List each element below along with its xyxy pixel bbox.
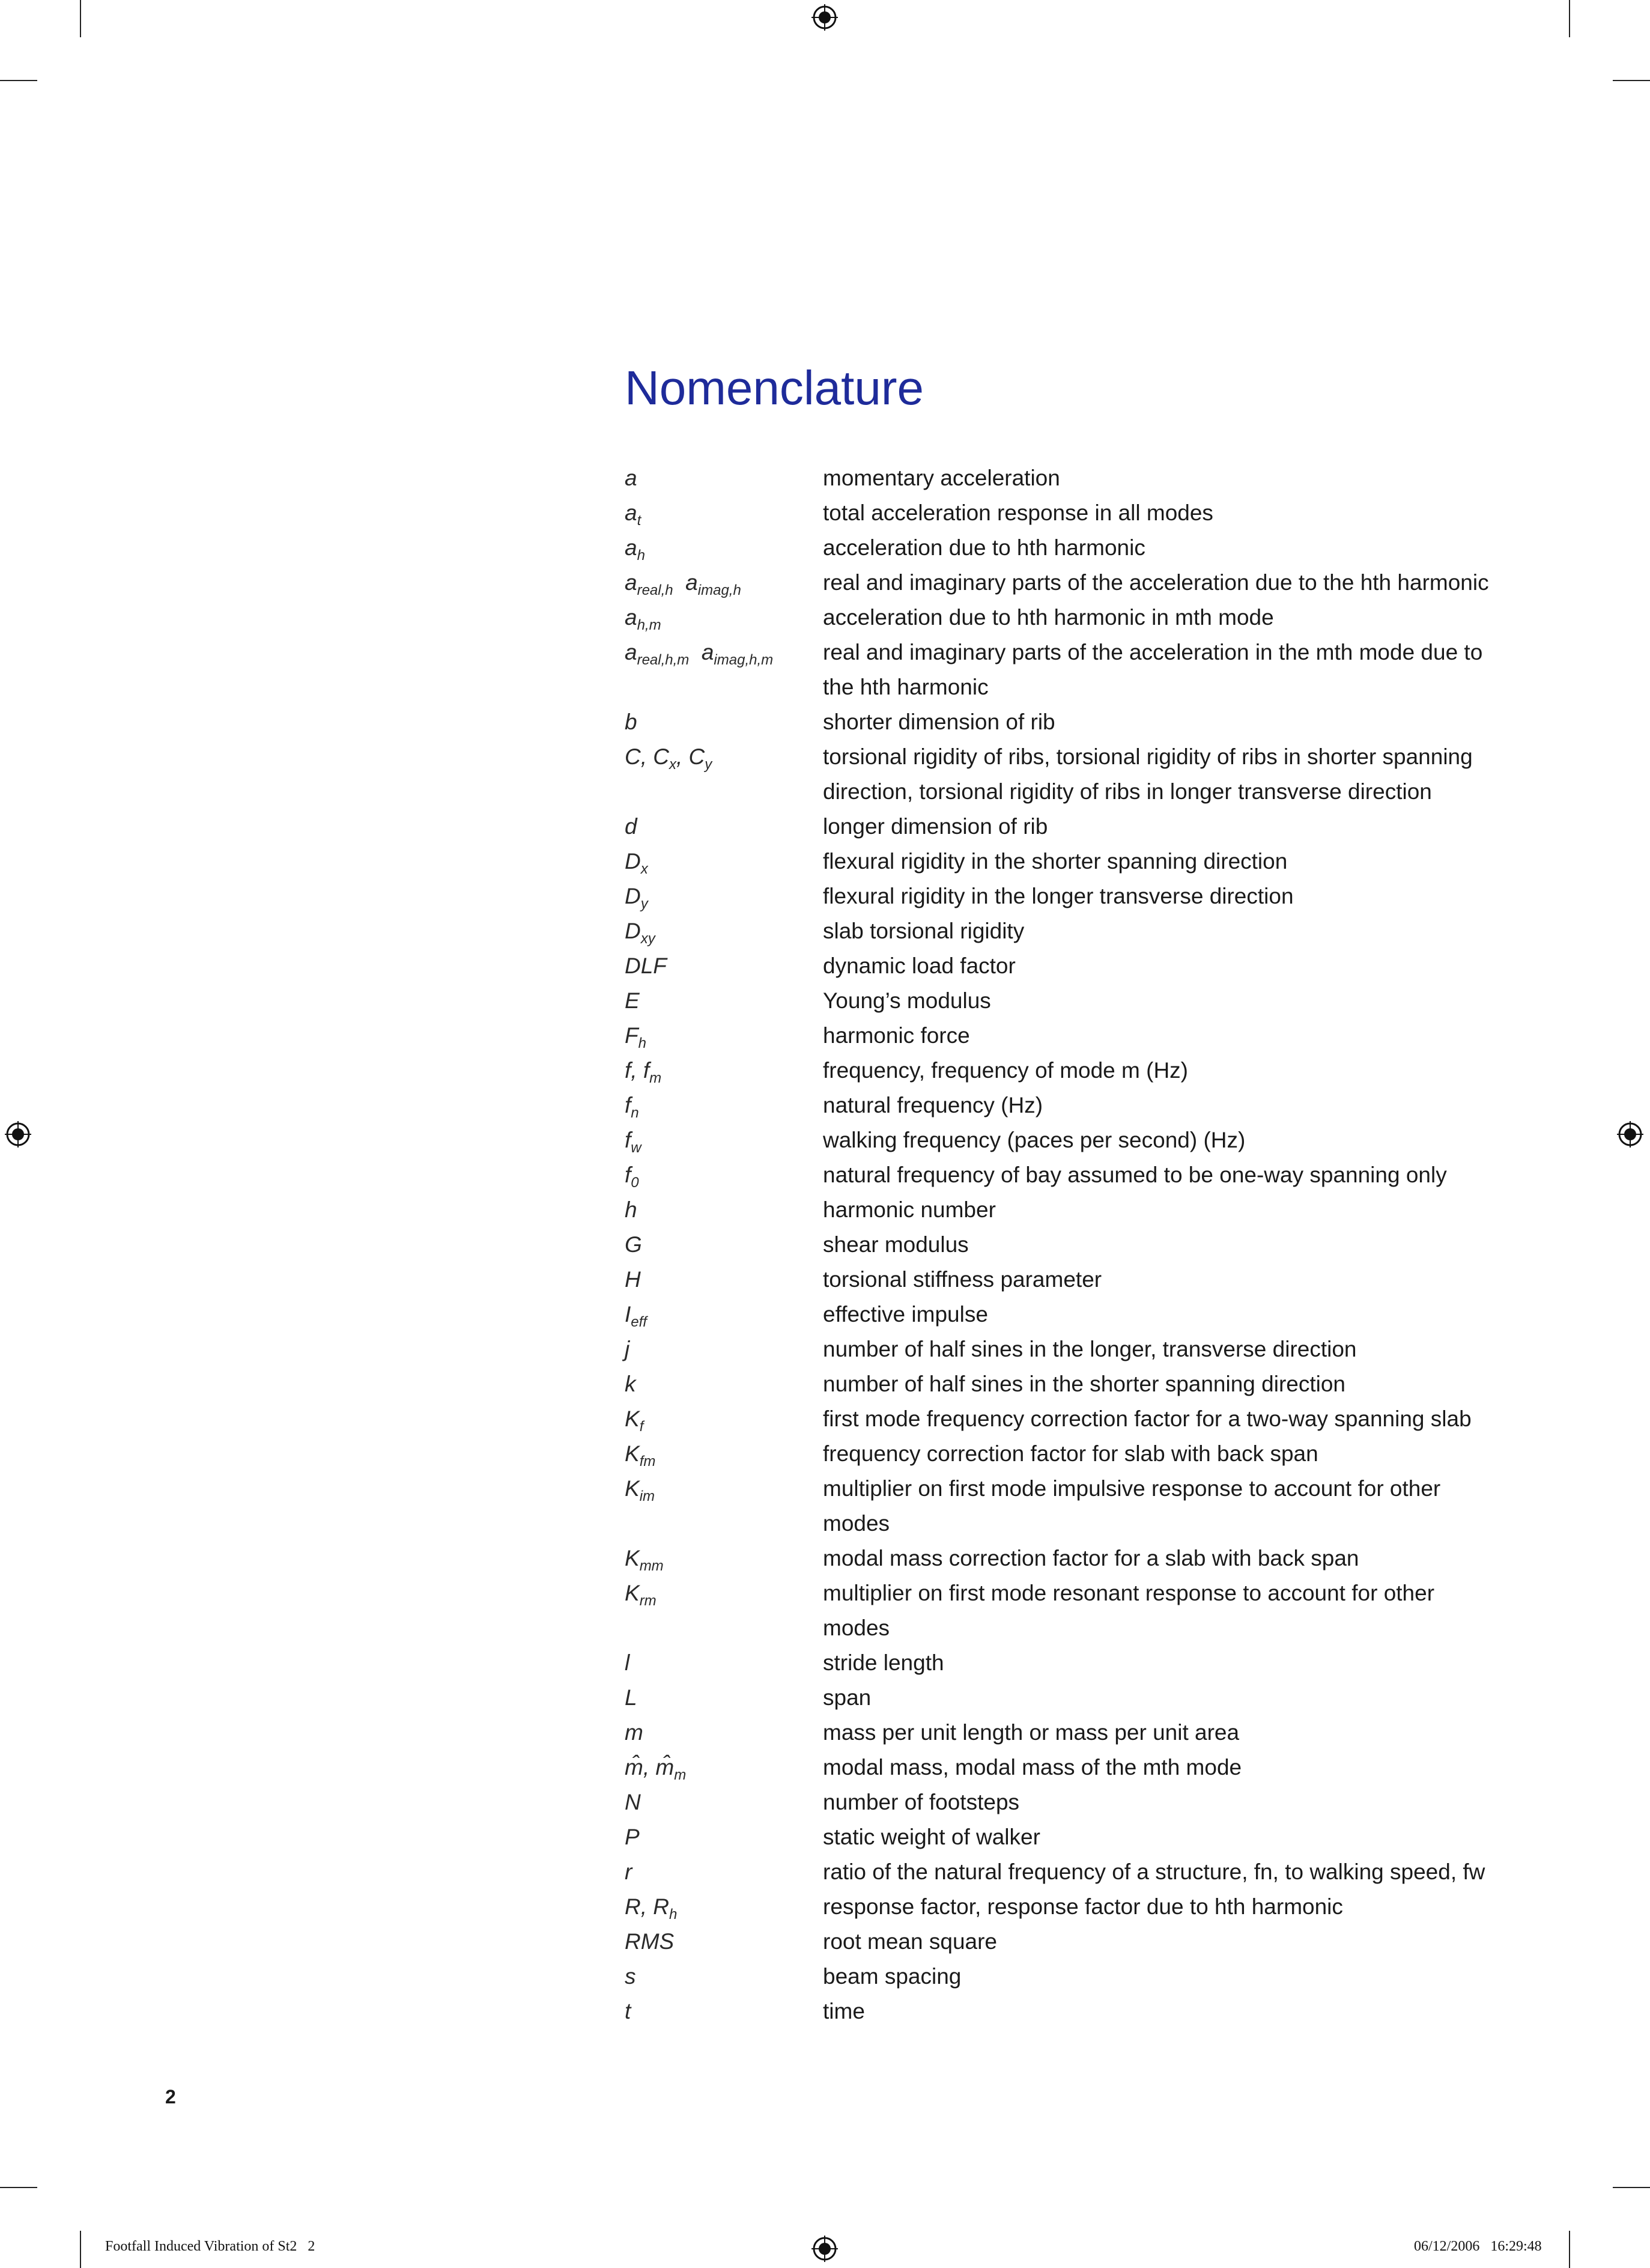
nomenclature-symbol: E <box>625 988 640 1013</box>
nomenclature-row <box>625 1123 1490 1158</box>
nomenclature-description: acceleration due to hth harmonic in mth mode <box>823 605 1274 630</box>
nomenclature-description: frequency, frequency of mode m (Hz) <box>823 1058 1189 1083</box>
nomenclature-symbol: C, $C_x$, $C_y$ <box>625 744 712 773</box>
nomenclature-row <box>625 705 1490 740</box>
nomenclature-symbol: $K_{fm}$ <box>625 1441 656 1470</box>
nomenclature-row <box>625 1959 1490 1994</box>
slug-right: 06/12/2006 16:29:48 <box>1414 2239 1542 2254</box>
nomenclature-description: total acceleration response in all modes <box>823 500 1213 525</box>
nomenclature-description: real and imaginary parts of the acceleration in the mth mode due to the hth harmonic <box>823 640 1483 699</box>
nomenclature-symbol: s <box>625 1964 636 1989</box>
nomenclature-symbol: $D_x$ <box>625 849 648 877</box>
nomenclature-row <box>625 1680 1490 1715</box>
nomenclature-row <box>625 740 1490 809</box>
nomenclature-row <box>625 531 1490 565</box>
nomenclature-row <box>625 844 1490 879</box>
crop-mark <box>1613 2187 1650 2188</box>
nomenclature-symbol: a <box>625 466 637 490</box>
nomenclature-description: walking frequency (paces per second) (Hz) <box>823 1128 1246 1152</box>
nomenclature-description: span <box>823 1685 872 1710</box>
nomenclature-description: modal mass, modal mass of the mth mode <box>823 1755 1242 1780</box>
nomenclature-description: flexural rigidity in the longer transverse direction <box>823 884 1294 908</box>
nomenclature-symbol: j <box>625 1337 630 1361</box>
nomenclature-row <box>625 1785 1490 1820</box>
nomenclature-description: first mode frequency correction factor for a two-way spanning slab <box>823 1406 1472 1431</box>
nomenclature-description: momentary acceleration <box>823 466 1060 490</box>
nomenclature-description: natural frequency (Hz) <box>823 1093 1043 1117</box>
nomenclature-row <box>625 1262 1490 1297</box>
nomenclature-symbol: t <box>625 1999 631 2023</box>
nomenclature-row <box>625 565 1490 600</box>
nomenclature-symbol: m̂, $m̂_m$ <box>625 1755 687 1783</box>
nomenclature-row <box>625 1924 1490 1959</box>
nomenclature-row <box>625 461 1490 496</box>
nomenclature-row <box>625 949 1490 984</box>
crop-mark <box>1613 80 1650 81</box>
nomenclature-symbol: $f_w$ <box>625 1128 641 1156</box>
nomenclature-row <box>625 1646 1490 1680</box>
nomenclature-symbol: P <box>625 1825 640 1849</box>
nomenclature-row <box>625 1750 1490 1785</box>
nomenclature-symbol: R, $R_h$ <box>625 1894 678 1923</box>
nomenclature-description: number of half sines in the longer, transverse direction <box>823 1337 1357 1361</box>
crop-mark <box>80 0 81 37</box>
nomenclature-symbol: $F_h$ <box>625 1023 646 1051</box>
nomenclature-symbol: $f_n$ <box>625 1093 639 1121</box>
nomenclature-symbol: H <box>625 1267 641 1292</box>
page-number: 2 <box>165 2086 176 2108</box>
nomenclature-row <box>625 1053 1490 1088</box>
nomenclature-symbol: DLF <box>625 953 667 978</box>
nomenclature-symbol: $a_{real,h}$ $a_{imag,h}$ <box>625 570 741 598</box>
nomenclature-description: Young’s modulus <box>823 988 991 1013</box>
nomenclature-symbol: $K_{mm}$ <box>625 1546 664 1574</box>
nomenclature-row <box>625 1158 1490 1193</box>
nomenclature-symbol: $K_{rm}$ <box>625 1581 657 1609</box>
nomenclature-description: longer dimension of rib <box>823 814 1048 839</box>
nomenclature-row <box>625 1402 1490 1437</box>
nomenclature-row <box>625 1332 1490 1367</box>
nomenclature-description: beam spacing <box>823 1964 962 1989</box>
nomenclature-description: modal mass correction factor for a slab with back span <box>823 1546 1359 1570</box>
nomenclature-row <box>625 1820 1490 1855</box>
nomenclature-description: shear modulus <box>823 1232 969 1257</box>
nomenclature-description: root mean square <box>823 1929 998 1954</box>
nomenclature-symbol: k <box>625 1372 636 1396</box>
nomenclature-row <box>625 1855 1490 1889</box>
nomenclature-row <box>625 635 1490 705</box>
nomenclature-list <box>625 461 1490 2029</box>
nomenclature-symbol: f, $f_m$ <box>625 1058 662 1086</box>
crop-mark <box>0 80 37 81</box>
nomenclature-symbol: d <box>625 814 637 839</box>
nomenclature-description: multiplier on first mode resonant response to account for other modes <box>823 1581 1435 1640</box>
nomenclature-description: response factor, response factor due to hth harmonic <box>823 1894 1343 1919</box>
registration-mark-icon <box>5 1121 31 1148</box>
nomenclature-symbol: $D_y$ <box>625 884 648 912</box>
nomenclature-row <box>625 1367 1490 1402</box>
nomenclature-description: real and imaginary parts of the acceleration due to the hth harmonic <box>823 570 1489 595</box>
nomenclature-symbol: r <box>625 1859 632 1884</box>
nomenclature-row <box>625 1227 1490 1262</box>
slug-left: Footfall Induced Vibration of St2 2 <box>105 2239 315 2254</box>
nomenclature-row <box>625 914 1490 949</box>
nomenclature-description: ratio of the natural frequency of a structure, fn, to walking speed, fw <box>823 1859 1485 1884</box>
nomenclature-description: acceleration due to hth harmonic <box>823 535 1145 560</box>
nomenclature-symbol: b <box>625 710 637 734</box>
nomenclature-symbol: $D_{xy}$ <box>625 919 655 947</box>
nomenclature-symbol: $a_h$ <box>625 535 645 564</box>
nomenclature-row <box>625 1471 1490 1541</box>
nomenclature-description: shorter dimension of rib <box>823 710 1055 734</box>
nomenclature-symbol: N <box>625 1790 641 1814</box>
nomenclature-description: flexural rigidity in the shorter spanning direction <box>823 849 1288 874</box>
nomenclature-description: torsional rigidity of ribs, torsional rigidity of ribs in shorter spanning direction, torsional rigidity of ribs in longer transverse direction <box>823 744 1473 804</box>
nomenclature-row <box>625 1437 1490 1471</box>
nomenclature-description: stride length <box>823 1650 944 1675</box>
nomenclature-row <box>625 600 1490 635</box>
registration-mark-icon <box>811 4 838 31</box>
nomenclature-symbol: h <box>625 1197 637 1222</box>
nomenclature-row <box>625 1715 1490 1750</box>
nomenclature-description: harmonic number <box>823 1197 996 1222</box>
nomenclature-row <box>625 1193 1490 1227</box>
nomenclature-description: number of footsteps <box>823 1790 1020 1814</box>
nomenclature-description: natural frequency of bay assumed to be one-way spanning only <box>823 1163 1447 1187</box>
nomenclature-symbol: $K_{im}$ <box>625 1476 655 1504</box>
nomenclature-row <box>625 1994 1490 2029</box>
nomenclature-description: dynamic load factor <box>823 953 1016 978</box>
nomenclature-symbol: $a_{h,m}$ <box>625 605 661 633</box>
nomenclature-symbol: m <box>625 1720 643 1745</box>
nomenclature-description: effective impulse <box>823 1302 988 1327</box>
nomenclature-row <box>625 1297 1490 1332</box>
nomenclature-description: static weight of walker <box>823 1825 1040 1849</box>
nomenclature-row <box>625 1018 1490 1053</box>
nomenclature-description: torsional stiffness parameter <box>823 1267 1102 1292</box>
nomenclature-row <box>625 1889 1490 1924</box>
nomenclature-description: slab torsional rigidity <box>823 919 1025 943</box>
nomenclature-symbol: $f_0$ <box>625 1163 639 1191</box>
nomenclature-symbol: $I_{eff}$ <box>625 1302 647 1330</box>
registration-mark-icon <box>1617 1121 1643 1148</box>
nomenclature-row <box>625 496 1490 531</box>
crop-mark <box>0 2187 37 2188</box>
nomenclature-symbol: $a_{real,h,m}$ $a_{imag,h,m}$ <box>625 640 774 668</box>
nomenclature-row <box>625 1576 1490 1646</box>
nomenclature-symbol: l <box>625 1650 630 1675</box>
nomenclature-symbol: $K_f$ <box>625 1406 644 1435</box>
nomenclature-row <box>625 1088 1490 1123</box>
nomenclature-row <box>625 879 1490 914</box>
nomenclature-symbol: L <box>625 1685 637 1710</box>
registration-mark-icon <box>811 2236 838 2262</box>
nomenclature-description: frequency correction factor for slab with back span <box>823 1441 1318 1466</box>
nomenclature-symbol: RMS <box>625 1929 675 1954</box>
nomenclature-symbol: $a_t$ <box>625 500 641 529</box>
page-title: Nomenclature <box>625 361 924 415</box>
crop-mark <box>1569 0 1570 37</box>
crop-mark <box>1569 2231 1570 2268</box>
nomenclature-description: number of half sines in the shorter spanning direction <box>823 1372 1346 1396</box>
nomenclature-row <box>625 1541 1490 1576</box>
nomenclature-description: multiplier on first mode impulsive response to account for other modes <box>823 1476 1441 1536</box>
nomenclature-row <box>625 984 1490 1018</box>
nomenclature-description: mass per unit length or mass per unit area <box>823 1720 1240 1745</box>
nomenclature-symbol: G <box>625 1232 642 1257</box>
nomenclature-description: time <box>823 1999 865 2023</box>
nomenclature-description: harmonic force <box>823 1023 970 1048</box>
nomenclature-row <box>625 809 1490 844</box>
crop-mark <box>80 2231 81 2268</box>
